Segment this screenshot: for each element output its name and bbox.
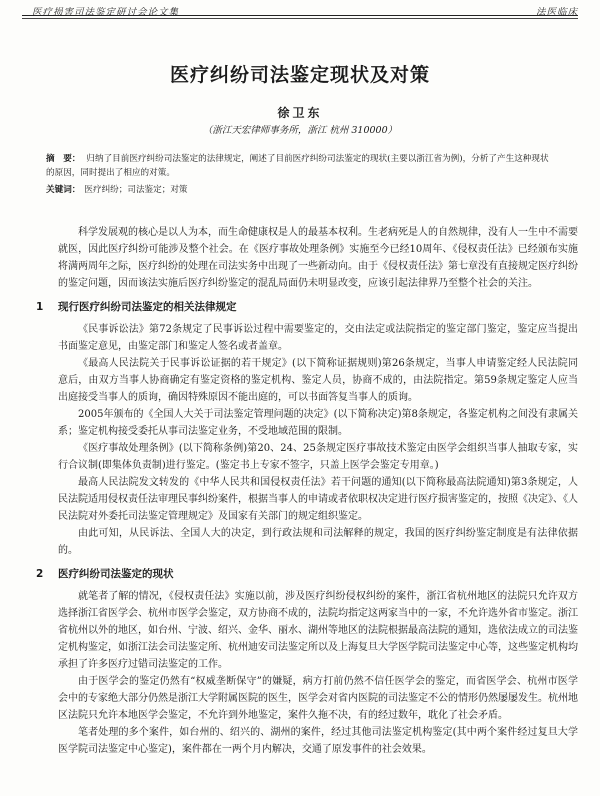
keywords [46,183,554,195]
author-affiliation: （浙江天宏律师事务所，浙江 杭州 310000） [202,125,398,136]
keywords-label: 关键词： [46,185,81,195]
paragraph: 《最高人民法院关于民事诉讼证据的若干规定》(以下简称证据规则)第26条规定，当事人申请鉴定经人民法院同意后，由双方当事人协商确定有鉴定资格的鉴定机构、鉴定人员，协商不成的，由法院指定。第59条规定鉴定人应当出庭接受当事人的质询，确因特殊原因不能出庭的，可以书面答复当事人的质询。 [58,358,578,403]
section-title: 现行医疗纠纷司法鉴定的相关法律规定 [58,301,237,313]
paragraph: 最高人民法院发文转发的《中华人民共和国侵权责任法》若干问题的通知(以下简称最高法院通知)第3条规定，人民法院适用侵权责任法审理民事纠纷案件，根据当事人的申请或者依职权决定进行医疗损害鉴定的，按照《决定》、《人民法院对外委托司法鉴定管理规定》及国家有关部门的规定组织鉴定。 [58,477,578,522]
header-divider [22,15,578,16]
header-journal-title: 医疗损害司法鉴定研讨会论文集 [32,7,180,18]
paragraph: 笔者处理的多个案件，如台州的、绍兴的、湖州的案件，经过其他司法鉴定机构鉴定(其中两个案件经过复旦大学医学院司法鉴定中心鉴定)，案件都在一两个月内解决，交通了原发事件的社会效果。 [58,727,578,755]
paragraph: 由于医学会的鉴定仍然有“权威垄断保守”的嫌疑，病方打前仍然不信任医学会的鉴定，而省医学会、杭州市医学会中的专家绝大部分仍然是浙江大学附属医院的医生，医学会对省内医院的司法鉴定不公的情形仍然屡屡发生。杭州地区法院只允许本地医学会鉴定，不允许到外地鉴定，案件久拖不决，有的经过数年，耽化了社会矛盾。 [58,676,578,721]
abstract [46,152,554,180]
article-title: 医疗纠纷司法鉴定现状及对策 [169,64,430,86]
abstract-label: 摘 要： [46,154,81,164]
section-heading-1 [36,299,578,316]
section-number: 2 [36,568,44,580]
paragraph: 《医疗事故处理条例》(以下简称条例)第20、24、25条规定医疗事故技术鉴定由医学会组织当事人抽取专家，实行合议制(即集体负责制)进行鉴定。(鉴定书上专家不签字，只盖上医学会鉴定专用章。) [58,443,578,471]
section-heading-2 [36,566,578,583]
header-divider-thin [22,18,578,19]
abstract-text: 归纳了目前医疗纠纷司法鉴定的法律规定，阐述了目前医疗纠纷司法鉴定的现状(主要以浙江省为例)，分析了产生这种现状的原因，同时提出了相应的对策。 [46,154,549,178]
paragraph: 由此可知，从民诉法、全国人大的决定，到行政法规和司法解释的规定，我国的医疗纠纷鉴定制度是有法律依据的。 [58,528,578,556]
section-number: 1 [36,301,44,313]
paragraph: 就笔者了解的情况，《侵权责任法》实施以前，涉及医疗纠纷侵权纠纷的案件，浙江省杭州地区的法院只允许双方选择浙江省医学会、杭州市医学会鉴定，双方协商不成的，法院均指定这两家当中的一家，不允许选外省市鉴定。浙江省杭州以外的地区，如台州、宁波、绍兴、金华、丽水、湖州等地区的法院根据最高法院的通知，选依法成立的司法鉴定机构鉴定，如浙江法会司法鉴定所、杭州迪安司法鉴定所以及上海复旦大学医学院司法鉴定中心等，这些鉴定机构均承担了许多医疗过错司法鉴定的工作。 [58,591,578,670]
keywords-text: 医疗纠纷；司法鉴定；对策 [84,185,188,195]
section-title: 医疗纠纷司法鉴定的现状 [58,568,174,580]
author-name: 徐卫东 [277,106,323,120]
paragraph: 《民事诉讼法》第72条规定了民事诉讼过程中需要鉴定的，交由法定或法院指定的鉴定部门鉴定，鉴定应当提出书面鉴定意见，由鉴定部门和鉴定人签名或者盖章。 [58,324,578,352]
header-section-name: 法医临床 [535,7,578,18]
paragraph: 2005年颁布的《全国人大关于司法鉴定管理问题的决定》(以下简称决定)第8条规定，各鉴定机构之间没有隶属关系；鉴定机构接受委托从事司法鉴定业务，不受地域范围的限制。 [58,409,578,437]
article-body [36,224,578,758]
intro-paragraph: 科学发展观的核心是以人为本，而生命健康权是人的最基本权利。生老病死是人的自然规律，没有人一生中不需要就医，因此医疗纠纷可能涉及整个社会。在《医疗事故处理条例》实施至今已经10周年、《侵权责任法》已经颁布实施将满两周年之际，医疗纠纷的处理在司法实务中出现了一些新动向。由于《侵权责任法》第七章没有直接规定医疗纠纷的鉴定问题，因而该法实施后医疗纠纷鉴定的混乱局面仍未明显改变，应该引起法律界乃至整个社会的关注。 [58,227,578,289]
